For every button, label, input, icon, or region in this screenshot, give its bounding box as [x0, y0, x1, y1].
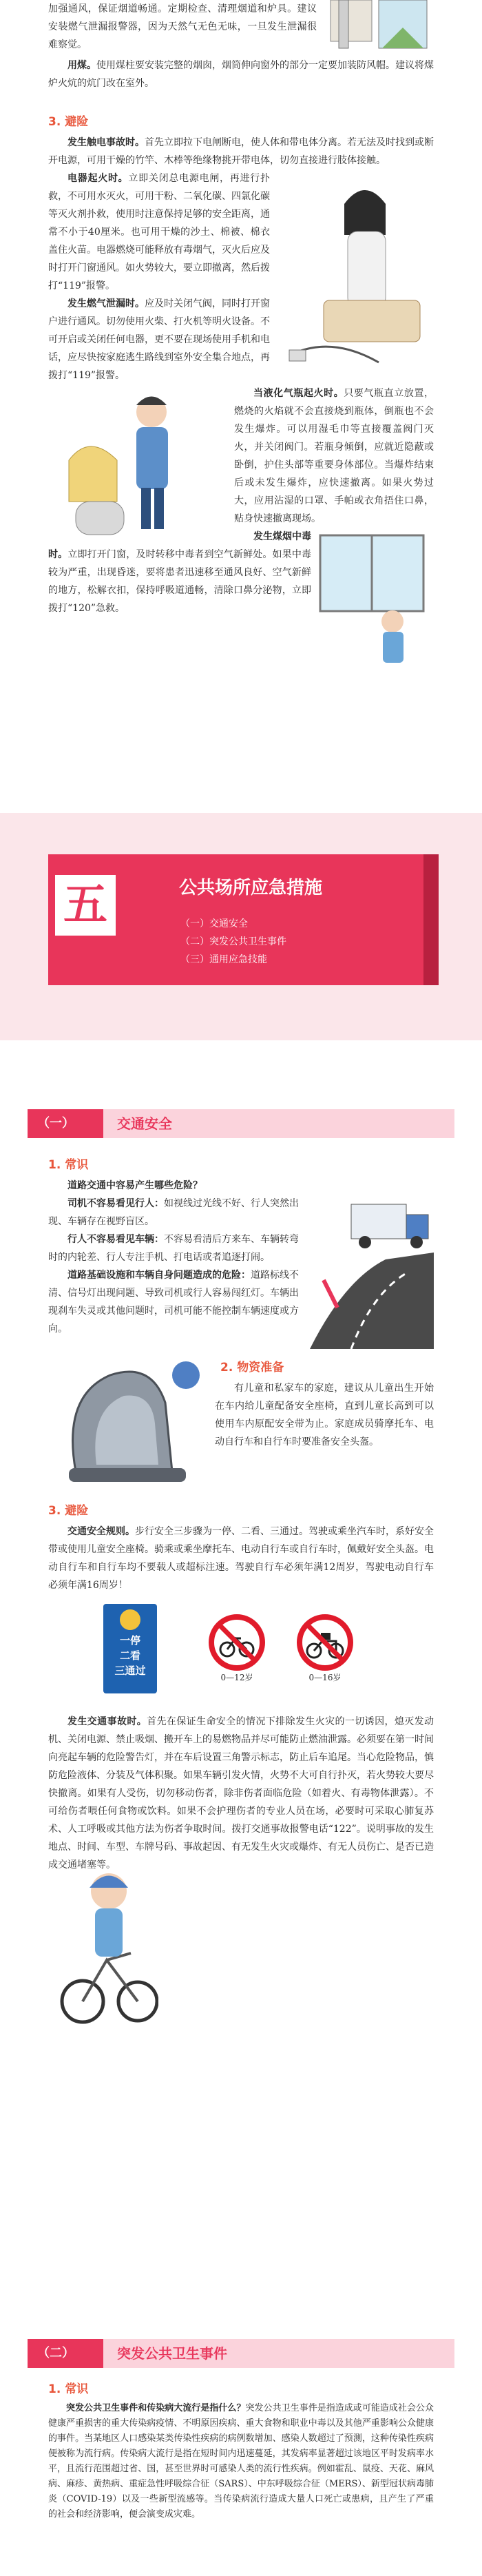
traffic-signs-row — [48, 1604, 434, 1707]
driver-label: 司机不容易看见行人： — [67, 1198, 164, 1209]
material-heading: 2. 物资准备 — [220, 1361, 284, 1374]
age-label-2: 0—16岁 — [308, 1673, 342, 1682]
accident-label: 发生交通事故时。 — [67, 1716, 147, 1727]
health-question: 突发公共卫生事件和传染病大流行是指什么？ — [66, 2403, 246, 2413]
intro-section — [48, 0, 434, 92]
material-text: 有儿童和私家车的家庭，建议从儿童出生开始在车内给儿童配备安全座椅，直到儿童长高到可以使用车内原配安全带为止。家庭成员骑摩托车、电动自行车和自行车时要准备安全头盔。 — [215, 1383, 434, 1447]
gas-label: 发生燃气泄漏时。 — [67, 298, 145, 309]
health-section-header — [28, 2339, 454, 2368]
chapter-banner — [0, 813, 482, 1040]
cyclist-illustration — [55, 1857, 158, 2029]
woman-appliance-illustration — [275, 169, 434, 376]
no-bicycle-sign-icon — [208, 1614, 266, 1671]
chimney-illustration — [324, 0, 434, 56]
sign-line-3: 三通过 — [114, 1665, 146, 1677]
health-text: 突发公共卫生事件是指造成或可能造成社会公众健康严重损害的重大传染病疫情、不明原因疾病、重大食物和职业中毒以及其他严重影响公众健康的事件。当某地区人口感染某类传染性疾病的病例数增加、感染人数超过了预测，这种传染性疾病便被称为流行病。传染病大流行是指在短时间内迅速蔓延，其发病率显著超过该地区平时发病率水平，且流行范围超过省、国，甚至世界时可感染人类的流行性疾病。例如霍乱、鼠疫、天花、麻风病、麻疹、黄热病、重症急性呼吸综合征（SARS）、中东呼吸综合征（MERS）、新型冠状病毒肺炎（COVID-19）以及一些新型流感等。当传染病流行造成大量人口死亡或患病，且产生了严重的社会和经济影响，便会演变成灾难。 — [48, 2403, 434, 2520]
intro-text-1: 加强通风，保证烟道畅通。定期检查、清理烟道和炉具。建议安装燃气泄漏报警器，因为天然气无色无味，一旦发生泄漏很难察觉。 — [48, 3, 317, 50]
fire-text: 立即关闭总电源电闸，再进行扑救，不可用水灭火，可用干粉、二氧化碳、四氯化碳等灭火剂扑救，使用时注意保持足够的安全距离，通常不小于40厘米。也可用干燥的沙土、棉被、棉衣盖住火苗。电器燃烧可能释放有毒烟气，灭火后应及时打开门窗通风。如火势较大，要立即撤离，然后拨打“119”报警。 — [48, 173, 271, 291]
gas-bottle-illustration — [48, 384, 227, 543]
health-section — [0, 2339, 482, 2522]
coal-text: 使用煤柱要安装完整的烟囱，烟筒伸向窗外的部分一定要加装防风帽。建议将煤炉火炕的炕门改在室外。 — [48, 60, 434, 89]
fire-label: 电器起火时。 — [67, 173, 129, 184]
driver-text: 如视线过光线不好、行人突然出现、车辆存在视野盲区。 — [48, 1198, 299, 1227]
chapter-number: 五 — [55, 875, 116, 936]
rule-text: 步行安全三步骤为一停、二看、三通过。驾驶或乘坐汽车时，系好安全带或使用儿童安全座椅。骑乘或乘坐摩托车、电动自行车或自行车时，佩戴好安全头盔。电动自行车和自行车均不要载人或超标注速。驾驶自行车必须年满12周岁，驾驶电动自行车必须年满16周岁！ — [48, 1526, 434, 1591]
truck-road-illustration — [303, 1177, 434, 1349]
coal-label: 用煤。 — [67, 60, 96, 71]
child-seat-illustration — [48, 1354, 207, 1492]
traffic-title: 交通安全 — [117, 1115, 172, 1132]
bottle-text: 只要气瓶直立放置，燃烧的火焰就不会直接烧到瓶体，倒瓶也不会发生爆炸。可以用湿毛巾等直接覆盖阀门灭火，并关闭阀门。若瓶身倾倒，应就近隐蔽或卧倒，护住头部等重要身体部位。当爆炸结束后或未发生爆炸，应快速撤离。如果火势过大，应用沾湿的口罩、手帕或衣角捂住口鼻，贴身快速撤离现场。 — [234, 388, 434, 524]
toc-item-health[interactable]: （二）突发公共卫生事件 — [180, 936, 286, 947]
no-ebike-sign-icon — [296, 1614, 354, 1671]
q2-text: 道路基础设施和车辆自身问题造成的危险： — [67, 1270, 251, 1281]
traffic-common-heading: 1. 常识 — [48, 1158, 89, 1172]
bottle-label: 当液化气瓶起火时。 — [253, 388, 344, 399]
toc-item-skills[interactable]: （三）通用应急技能 — [180, 954, 267, 965]
health-title: 突发公共卫生事件 — [117, 2345, 227, 2362]
chapter-title: 公共场所应急措施 — [179, 878, 323, 898]
elec-text: 首先立即拉下电闸断电，使人体和带电体分离。若无法及时找到或断开电源，可用干燥的竹竿、木棒等绝缘物挑开带电体，切勿直接进行肢体接触。 — [48, 137, 434, 166]
traffic-avoid-heading: 3. 避险 — [48, 1504, 89, 1518]
ped-text: 不容易看清后方来车、车辆转弯时的内轮差、行人专注手机、打电话或者追逐打闹。 — [48, 1234, 299, 1263]
age-label-1: 0—12岁 — [220, 1673, 253, 1682]
coal-gas-text: 立即打开门窗，及时转移中毒者到空气新鲜处。如果中毒较为严重，出现昏迷，要将患者迅速移至通风良好、空气新鲜的地方，松解衣扣，保持呼吸道通畅，清除口鼻分泌物，立即拨打“120”急救。 — [48, 549, 312, 614]
health-tag: （二） — [28, 2339, 103, 2368]
avoid-heading: 3. 避险 — [48, 115, 89, 129]
q2-detail: 道路标线不清、信号灯出现问题、导致司机或行人容易闯红灯。车辆出现刹车失灵或其他问题时，司机可能不能控制车辆速度或方向。 — [48, 1270, 299, 1335]
sign-line-2: 二看 — [119, 1649, 140, 1662]
coal-gas-label: 发生煤烟中毒时。 — [48, 531, 311, 560]
traffic-section — [0, 1109, 482, 1874]
health-heading: 1. 常识 — [48, 2382, 89, 2396]
ped-label: 行人不容易看见车辆： — [67, 1234, 164, 1245]
toc-item-traffic[interactable]: （一）交通安全 — [180, 918, 248, 929]
stop-look-cross-sign — [103, 1604, 157, 1693]
home-avoid-section — [48, 103, 434, 670]
accident-text-a: 首先在保证生命安全的情况下排除发生火灾的一切诱因，熄灭发动机、关闭电源、禁止吸烟、搬开车上的易燃物品并尽可能防止燃油泄露。必须要在第一时间向亮起车辆的危险警告灯，并在车后设置三角警示标志，防止后车追尾。当心危险物品，慎防危险液体、分装及气体积聚。如果车辆引发火情，火势不大可自行扑灭，若火势较大要尽快撤离。如果有人受伤，切勿移动伤者，除非伤者面临危险（如着火、有毒物体泄露）。不可给伤者喂任何食物或饮料。如果不会护理伤者的专业人员在场，必要时可采取心肺复苏术、人工呼吸或其他方法为伤者争取时间。拨打交通事故报警电话“122”。说明事故的发生地点、时间、车型、车牌号码、事故起因、有无发生火灾或爆炸、有无人员伤亡、是否已造成交通堵塞等。 — [48, 1716, 434, 1871]
window-boy-illustration — [317, 532, 434, 670]
elec-label: 发生触电事故时。 — [67, 137, 145, 148]
gas-text: 应及时关闭气阀，同时打开窗户进行通风。切勿使用火柴、打火机等明火设备。不可开启或关闭任何电器，更不要在现场使用手机和电话，应尽快按家庭逃生路线到室外安全集合地点，再拨打“119”报警。 — [48, 298, 270, 381]
sign-line-1: 一停 — [119, 1634, 140, 1647]
traffic-section-header — [28, 1109, 454, 1138]
q1-text: 道路交通中容易产生哪些危险？ — [67, 1180, 202, 1191]
traffic-tag: （一） — [28, 1109, 103, 1138]
rule-label: 交通安全规则。 — [67, 1526, 135, 1537]
